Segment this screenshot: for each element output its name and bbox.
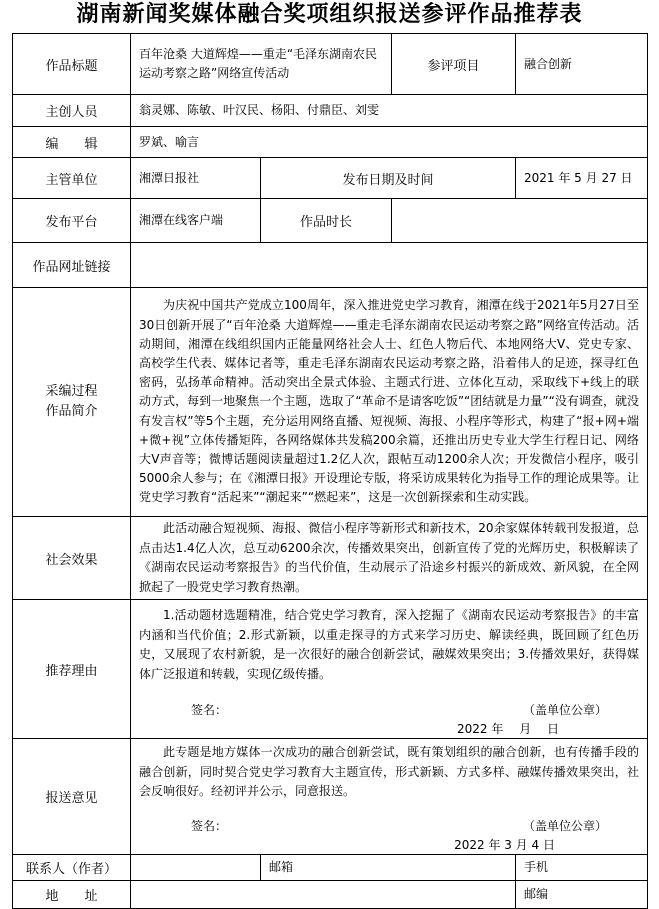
row-creators <box>13 95 648 127</box>
opinion-text: 此专题是地方媒体一次成功的融合创新尝试，既有策划组织的融合创新，也有传播手段的融合创新，同时契合党史学习教育大主题宣传，形式新颖、方式多样、融媒传播效果突出，社会反响很好。经初评并公示，同意报送。 <box>139 745 640 798</box>
phone-cell <box>516 854 648 880</box>
row-editor <box>13 127 648 158</box>
opinion-signature-line <box>131 816 647 836</box>
reason-signature-line <box>131 700 647 720</box>
opinion-sign-label: 签名： <box>191 818 228 833</box>
supervisor-label: 主管单位 <box>13 158 131 199</box>
reason-label: 推荐理由 <box>13 600 131 739</box>
postcode-label: 邮编 <box>524 886 549 901</box>
work-title-label: 作品标题 <box>13 34 131 95</box>
duration-label: 作品时长 <box>261 199 392 243</box>
platform-value: 湘潭在线客户端 <box>131 199 261 243</box>
contact-value <box>131 854 261 880</box>
opinion-date: 2022 年 3 月 4 日 <box>454 837 556 852</box>
process-label-line1: 采编过程 <box>45 384 98 399</box>
editor-label: 编 辑 <box>13 127 131 158</box>
duration-value <box>392 199 648 243</box>
process-label-line2: 作品简介 <box>45 404 98 419</box>
publish-time-label: 发布日期及时间 <box>261 158 516 199</box>
reason-seal-label: （盖单位公章） <box>523 703 608 717</box>
category-label: 参评项目 <box>392 34 516 95</box>
form-title: 湖南新闻奖媒体融合奖项组织报送参评作品推荐表 <box>76 2 583 27</box>
row-contact <box>13 854 648 880</box>
email-cell <box>261 854 516 880</box>
row-reason <box>13 600 648 739</box>
row-platform <box>13 199 648 243</box>
postcode-cell <box>516 880 648 908</box>
recommendation-form <box>12 33 648 909</box>
address-label: 地 址 <box>13 880 131 908</box>
opinion-label: 报送意见 <box>13 739 131 855</box>
creators-label: 主创人员 <box>13 95 131 127</box>
creators-value: 翁灵娜、陈敏、叶汉民、杨阳、付鼎臣、刘雯 <box>131 95 648 127</box>
work-title-value: 百年沧桑 大道辉煌——重走“毛泽东湖南农民运动考察之路”网络宣传活动 <box>131 34 392 95</box>
address-value <box>131 880 516 908</box>
supervisor-value: 湘潭日报社 <box>131 158 261 199</box>
reason-text: 1.活动题材选题精准，结合党史学习教育，深入挖掘了《湖南农民运动考察报告》的丰富内涵和当代价值；2.形式新颖，以重走探寻的方式来学习历史、解读经典，既回顾了红色历史，又展现了农村新貌，是一次很好的融合创新尝试，融媒效果突出；3.传播效果好，获得媒体广泛报道和转载，实现亿级传播。 <box>139 608 640 681</box>
reason-date: 2022 年 月 日 <box>457 722 560 736</box>
row-work-title <box>13 34 648 95</box>
impact-label: 社会效果 <box>13 517 131 600</box>
contact-label: 联系人（作者） <box>13 854 131 880</box>
opinion-seal-label: （盖单位公章） <box>523 818 608 833</box>
platform-label: 发布平台 <box>13 199 131 243</box>
row-url <box>13 243 648 288</box>
email-label: 邮箱 <box>269 859 294 874</box>
reason-cell <box>131 600 648 739</box>
row-impact <box>13 517 648 600</box>
url-value <box>131 243 648 288</box>
row-address <box>13 880 648 908</box>
process-text: 为庆祝中国共产党成立100周年，深入推进党史学习教育，湘潭在线于2021年5月27日至30日创新开展了“百年沧桑 大道辉煌——重走毛泽东湖南农民运动考察之路”网络宣传活动。活动期间，湘潭在线组织国内正能量网络社会人士、红色人物后代、本地网络大V、党史专家、高校学生代表、媒体记者等，重走毛泽东湖南农民运动考察之路，沿着伟人的足迹，探寻红色密码，弘扬革命精神。活动突出全景式体验、主题式行进、立体化互动，采取线下+线上的联动方式，每到一地聚焦一个主题，选取了“革命不是请客吃饭”“团结就是力量”“没有调查，就没有发言权”等5个主题，充分运用网络直播、短视频、海报、小程序等形式，构建了“报+网+端+微+视”立体传播矩阵，各网络媒体共发稿200余篇，还推出历史专业大学生行程日记、网络大V声音等；微博话题阅读量超过1.2亿人次，跟帖互动1200余人次；开发微信小程序，吸引5000余人参与；在《湘潭日报》开设理论专版，将采访成果转化为指导工作的理论成果等。让党史学习教育“活起来”“潮起来”“燃起来”，这是一次创新探索和生动实践。 <box>131 288 648 517</box>
reason-sign-label: 签名： <box>191 703 228 717</box>
process-label <box>13 288 131 517</box>
row-supervisor <box>13 158 648 199</box>
publish-time-value: 2021 年 5 月 27 日 <box>516 158 648 199</box>
row-opinion <box>13 739 648 855</box>
editor-value: 罗斌、喻言 <box>131 127 648 158</box>
url-label: 作品网址链接 <box>13 243 131 288</box>
category-value: 融合创新 <box>516 34 648 95</box>
opinion-cell <box>131 739 648 855</box>
impact-text: 此活动融合短视频、海报、微信小程序等新形式和新技术，20余家媒体转载刊发报道，总点击达1.4亿人次，总互动6200余次，传播效果突出，创新宣传了党的光辉历史，积极解读了《湖南农民运动考察报告》的当代价值，生动展示了沿途乡村振兴的新成效、新风貌，在全网掀起了一股党史学习教育热潮。 <box>131 517 648 600</box>
row-process <box>13 288 648 517</box>
phone-label: 手机 <box>524 859 549 874</box>
